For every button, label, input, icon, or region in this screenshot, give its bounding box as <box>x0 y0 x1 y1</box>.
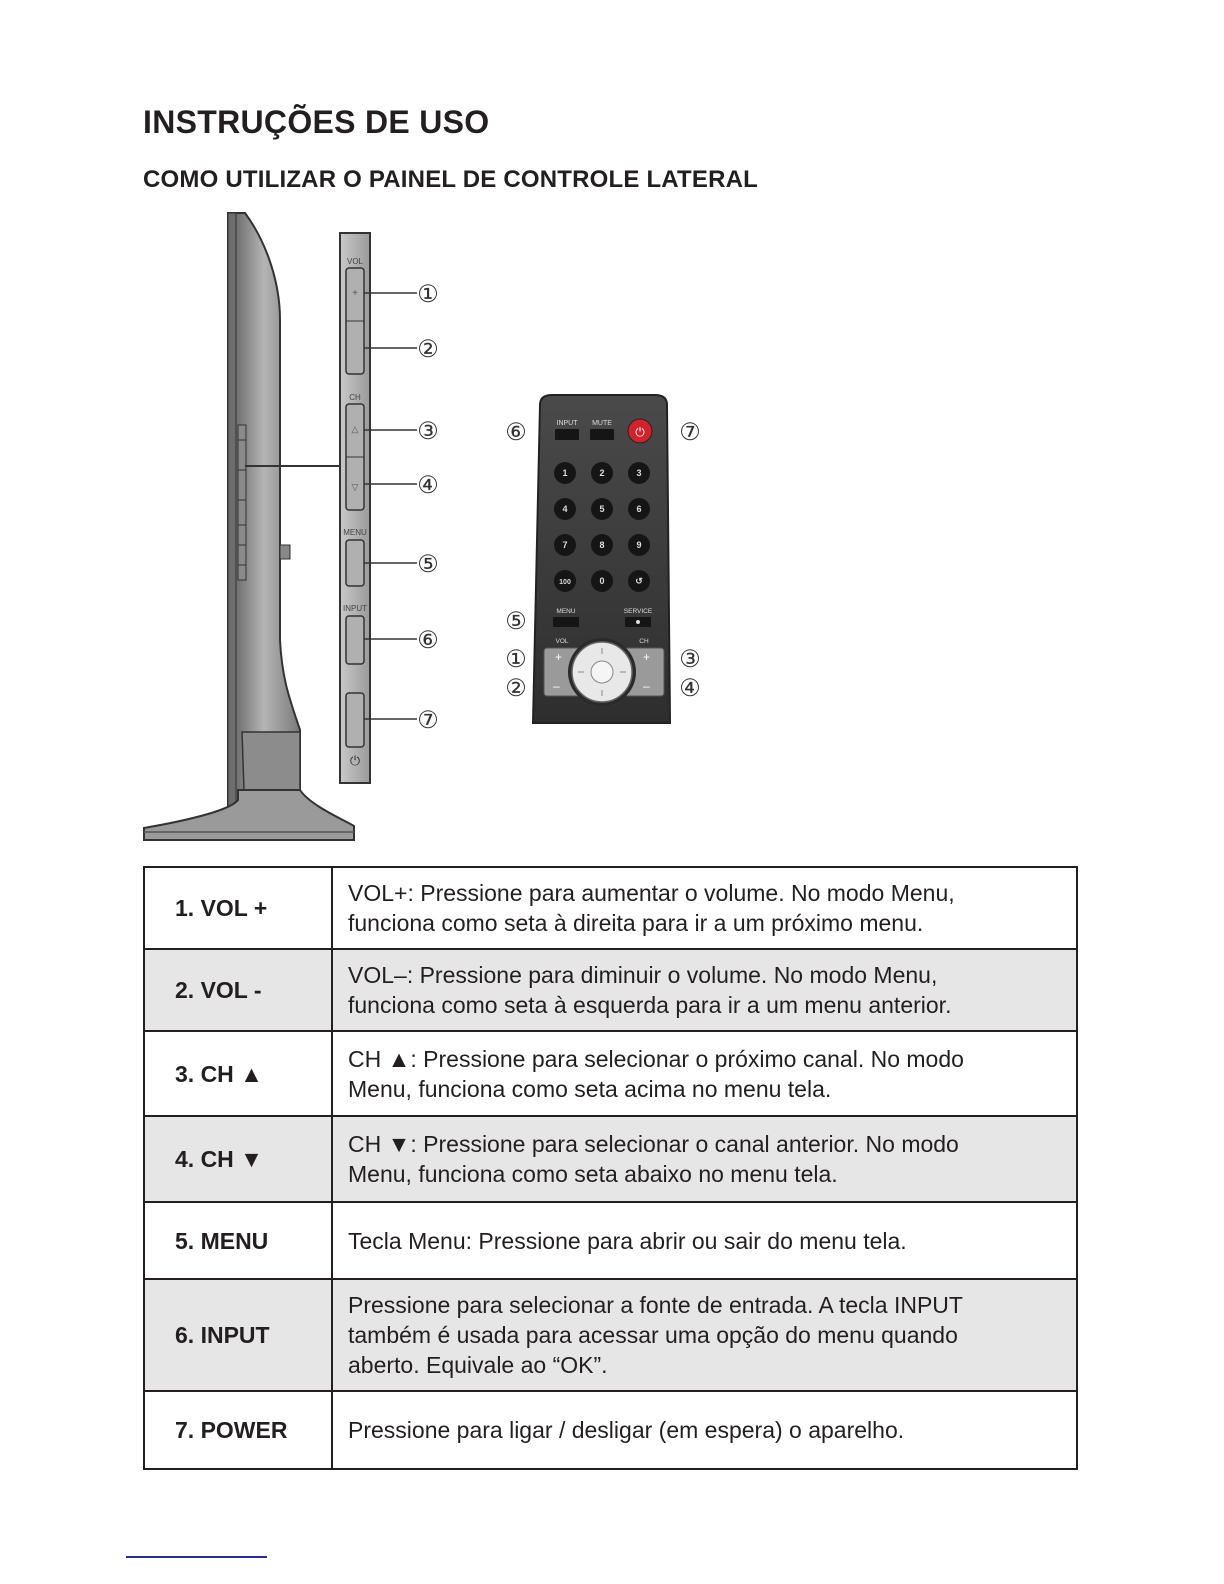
row-key: 6. INPUT <box>144 1279 332 1391</box>
remote-input-label: INPUT <box>556 420 578 427</box>
remote-menu-label: MENU <box>556 608 576 615</box>
callout-3: ③ <box>417 418 439 445</box>
power-icon: ⏻ <box>349 753 361 768</box>
svg-text:+: + <box>643 650 651 664</box>
panel-ch-label: CH <box>349 393 361 402</box>
remote-key-9[interactable]: 9 <box>636 540 642 550</box>
remote-input-button[interactable] <box>555 429 579 440</box>
menu-button[interactable] <box>346 540 364 586</box>
callout-5: ⑤ <box>417 551 439 578</box>
input-button[interactable] <box>346 616 364 664</box>
callout-4: ④ <box>417 472 439 499</box>
panel-menu-label: MENU <box>343 528 367 537</box>
row-key: 7. POWER <box>144 1391 332 1469</box>
remote-mute-button[interactable] <box>590 429 614 440</box>
row-description: VOL+: Pressione para aumentar o volume. No modo Menu, funciona como seta à direita para ir a um próximo menu. <box>332 867 1077 949</box>
table-row <box>144 1031 1077 1116</box>
remote-key-3[interactable]: 3 <box>636 468 642 478</box>
remote-mute-label: MUTE <box>592 420 612 427</box>
row-key: 5. MENU <box>144 1202 332 1279</box>
svg-text:+: + <box>555 650 563 664</box>
remote-key-recall[interactable]: ↺ <box>635 576 643 586</box>
row-key: 1. VOL + <box>144 867 332 949</box>
footer-rule <box>126 1556 267 1558</box>
remote-callout-2: ② <box>505 675 527 702</box>
remote-key-7[interactable]: 7 <box>562 540 568 550</box>
remote-callout-3: ③ <box>679 646 701 673</box>
tv-side-profile <box>144 213 354 840</box>
remote-key-8[interactable]: 8 <box>599 540 605 550</box>
table-row <box>144 1279 1077 1391</box>
remote-key-6[interactable]: 6 <box>636 504 642 514</box>
remote-callout-7: ⑦ <box>679 419 701 446</box>
callout-6: ⑥ <box>417 627 439 654</box>
callout-7: ⑦ <box>417 707 439 734</box>
table-row <box>144 1202 1077 1279</box>
remote-power-icon: ⏻ <box>635 425 645 439</box>
svg-text:–: – <box>553 679 560 693</box>
row-description: Pressione para selecionar a fonte de entrada. A tecla INPUT também é usada para acessar uma opção do menu quando aberto. Equivale ao “OK”. <box>332 1279 1077 1391</box>
svg-text:▽: ▽ <box>351 482 359 492</box>
row-description: CH ▼: Pressione para selecionar o canal anterior. No modo Menu, funciona como seta abaixo no menu tela. <box>332 1116 1077 1202</box>
side-panel-callouts <box>364 293 417 719</box>
remote-key-4[interactable]: 4 <box>562 504 568 514</box>
remote-key-1[interactable]: 1 <box>562 468 568 478</box>
table-row <box>144 1116 1077 1202</box>
remote-key-100[interactable]: 100 <box>559 579 571 586</box>
row-key: 2. VOL - <box>144 949 332 1031</box>
table-row <box>144 1391 1077 1469</box>
side-panel-strip <box>340 233 370 783</box>
remote-service-label: SERVICE <box>623 608 653 615</box>
remote-menu-button[interactable] <box>553 617 579 627</box>
row-key: 3. CH ▲ <box>144 1031 332 1116</box>
remote-key-0[interactable]: 0 <box>599 576 605 586</box>
section-subtitle: COMO UTILIZAR O PAINEL DE CONTROLE LATERAL <box>143 166 759 193</box>
remote-callout-1: ① <box>505 646 527 673</box>
row-description: Tecla Menu: Pressione para abrir ou sair do menu tela. <box>332 1202 1077 1279</box>
remote-ok-button[interactable] <box>591 661 613 683</box>
row-key: 4. CH ▼ <box>144 1116 332 1202</box>
svg-text:–: – <box>643 679 650 693</box>
remote-vol-label: VOL <box>555 638 569 645</box>
callout-2: ② <box>417 336 439 363</box>
panel-input-label: INPUT <box>343 604 367 613</box>
row-description: Pressione para ligar / desligar (em espera) o aparelho. <box>332 1391 1077 1469</box>
row-description: VOL–: Pressione para diminuir o volume. No modo Menu, funciona como seta à esquerda para ir a um menu anterior. <box>332 949 1077 1031</box>
remote-callout-6: ⑥ <box>505 419 527 446</box>
callout-1: ① <box>417 281 439 308</box>
remote-callout-4: ④ <box>679 675 701 702</box>
remote-ch-label: CH <box>639 638 649 645</box>
power-button[interactable] <box>346 693 364 747</box>
remote-key-2[interactable]: 2 <box>599 468 605 478</box>
svg-text:△: △ <box>351 424 359 434</box>
row-description: CH ▲: Pressione para selecionar o próximo canal. No modo Menu, funciona como seta acima no menu tela. <box>332 1031 1077 1116</box>
table-row <box>144 949 1077 1031</box>
page-title: INSTRUÇÕES DE USO <box>143 104 490 140</box>
remote-control <box>533 395 670 723</box>
table-row <box>144 867 1077 949</box>
remote-callout-5: ⑤ <box>505 608 527 635</box>
remote-key-5[interactable]: 5 <box>599 504 605 514</box>
panel-vol-label: VOL <box>346 257 364 266</box>
svg-text:+: + <box>352 288 358 299</box>
controls-table <box>143 866 1078 1470</box>
